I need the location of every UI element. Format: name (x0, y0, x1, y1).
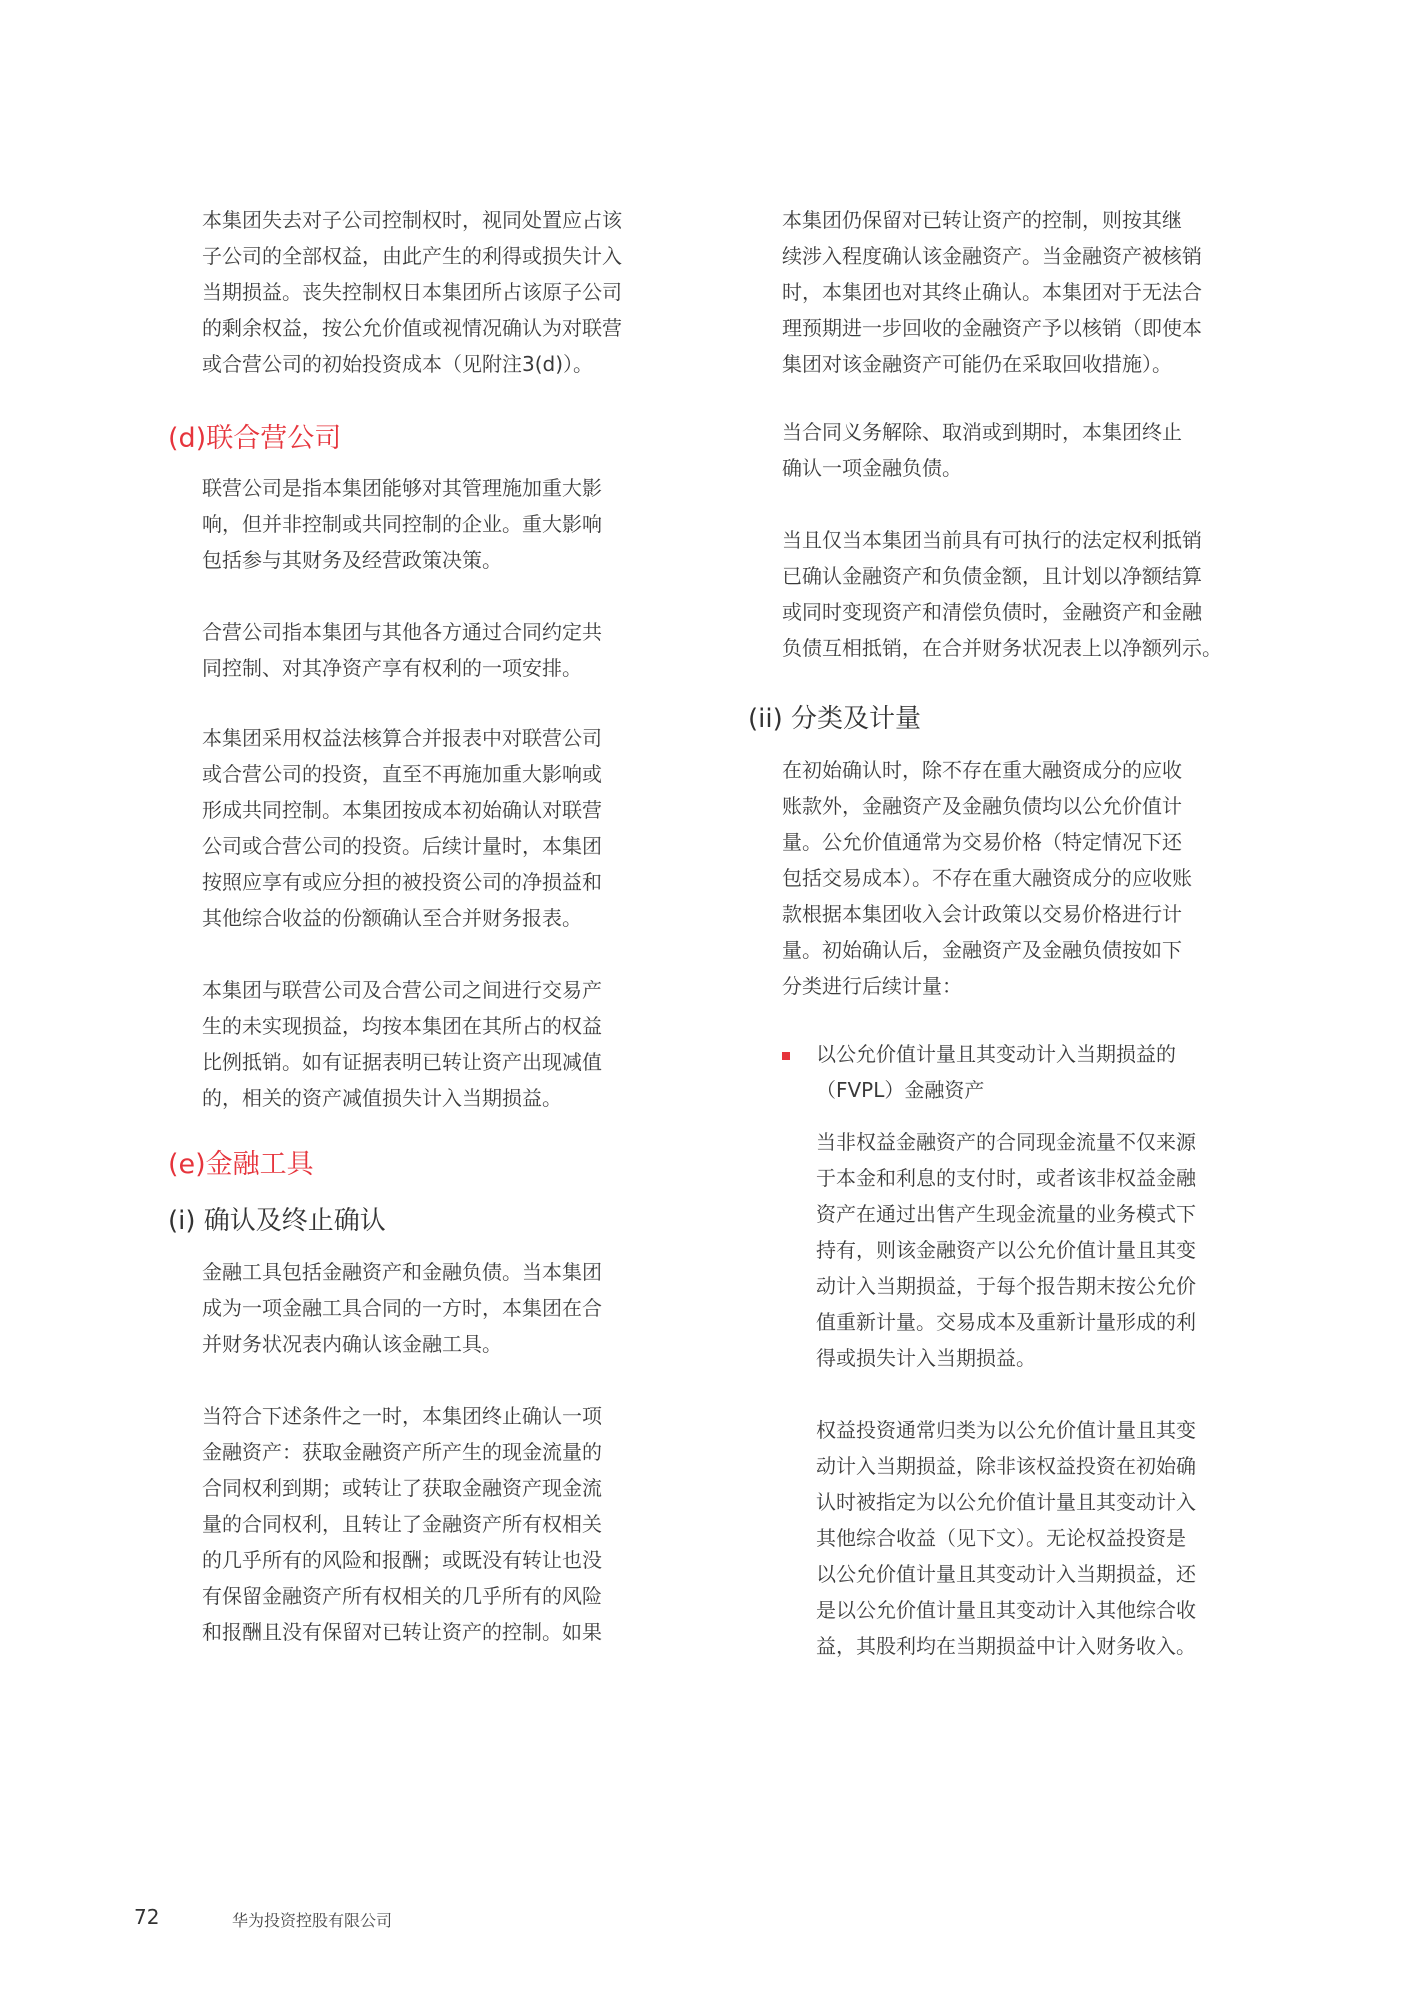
paragraph-liability-derecognition: 当合同义务解除、取消或到期时，本集团终止 确认一项金融负债。 (782, 420, 1182, 480)
subsection-heading-i: (i) 确认及终止确认 (168, 1206, 386, 1236)
paragraph-associates-definition: 联营公司是指本集团能够对其管理施加重大影 响，但并非控制或共同控制的企业。重大影响 包括参与其财务及经营政策决策。 (202, 476, 602, 572)
paragraph-fvpl-equity: 权益投资通常归类为以公允价值计量且其变 动计入当期损益，除非该权益投资在初始确 认时被指定为以公允价值计量且其变动计入 其他综合收益（见下文）。无论权益投资是 以公允价值计量且其变动计入当期损益，还 是以公允价值计量且其变动计入其他综合收 益，其股利均在当期损益中计入财务收入。 (816, 1418, 1196, 1658)
subsection-heading-ii: (ii) 分类及计量 (748, 704, 921, 734)
paragraph-subsidiary-loss-control: 本集团失去对子公司控制权时，视同处置应占该 子公司的全部权益，由此产生的利得或损失计入 当期损益。丧失控制权日本集团所占该原子公司 的剩余权益，按公允价值或视情况确认为对联营 或合营公司的初始投资成本（见附注3(d)）。 (202, 208, 622, 376)
paragraph-equity-method: 本集团采用权益法核算合并报表中对联营公司 或合营公司的投资，直至不再施加重大影响或 形成共同控制。本集团按成本初始确认对联营 公司或合营公司的投资。后续计量时，本集团 按照应享有或应分担的被投资公司的净损益和 其他综合收益的份额确认至合并财务报表。 (202, 726, 602, 930)
page-number: 72 (134, 1905, 160, 1929)
bullet-square-icon (782, 1052, 790, 1060)
section-heading-e: (e)金融工具 (168, 1149, 314, 1180)
paragraph-joint-ventures-definition: 合营公司指本集团与其他各方通过合同约定共 同控制、对其净资产享有权利的一项安排。 (202, 620, 602, 680)
paragraph-fvpl-non-equity: 当非权益金融资产的合同现金流量不仅来源 于本金和利息的支付时，或者该非权益金融 资产在通过出售产生现金流量的业务模式下 持有，则该金融资产以公允价值计量且其变 动计入当期损益，于每个报告期末按公允价 值重新计量。交易成本及重新计量形成的利 得或损失计入当期损益。 (816, 1130, 1196, 1370)
paragraph-recognition: 金融工具包括金融资产和金融负债。当本集团 成为一项金融工具合同的一方时，本集团在合 并财务状况表内确认该金融工具。 (202, 1260, 602, 1356)
paragraph-offsetting: 当且仅当本集团当前具有可执行的法定权利抵销 已确认金融资产和负债金额，且计划以净额结算 或同时变现资产和清偿负债时，金融资产和金融 负债互相抵销，在合并财务状况表上以净额列示。 (782, 528, 1222, 660)
paragraph-derecognition: 当符合下述条件之一时，本集团终止确认一项 金融资产：获取金融资产所产生的现金流量的 合同权利到期；或转让了获取金融资产现金流 量的合同权利，且转让了金融资产所有权相关 的几乎所有的风险和报酬；或既没有转让也没 有保留金融资产所有权相关的几乎所有的风险 和报酬且没有保留对已转让资产的控制。如果 (202, 1404, 602, 1644)
paragraph-continuing-involvement: 本集团仍保留对已转让资产的控制，则按其继 续涉入程度确认该金融资产。当金融资产被核销 时，本集团也对其终止确认。本集团对于无法合 理预期进一步回收的金融资产予以核销（即使本 集团对该金融资产可能仍在采取回收措施）。 (782, 208, 1202, 376)
bullet-fvpl-title: 以公允价值计量且其变动计入当期损益的 （FVPL）金融资产 (816, 1042, 1176, 1102)
paragraph-initial-measurement: 在初始确认时，除不存在重大融资成分的应收 账款外，金融资产及金融负债均以公允价值计 量。公允价值通常为交易价格（特定情况下还 包括交易成本）。不存在重大融资成分的应收账 款根据本集团收入会计政策以交易价格进行计 量。初始确认后，金融资产及金融负债按如下 分类进行后续计量： (782, 758, 1192, 998)
paragraph-unrealized-gains: 本集团与联营公司及合营公司之间进行交易产 生的未实现损益，均按本集团在其所占的权益 比例抵销。如有证据表明已转让资产出现减值 的，相关的资产减值损失计入当期损益。 (202, 978, 602, 1110)
section-heading-d: (d)联合营公司 (168, 423, 342, 454)
footer-company-name: 华为投资控股有限公司 (232, 1911, 393, 1930)
